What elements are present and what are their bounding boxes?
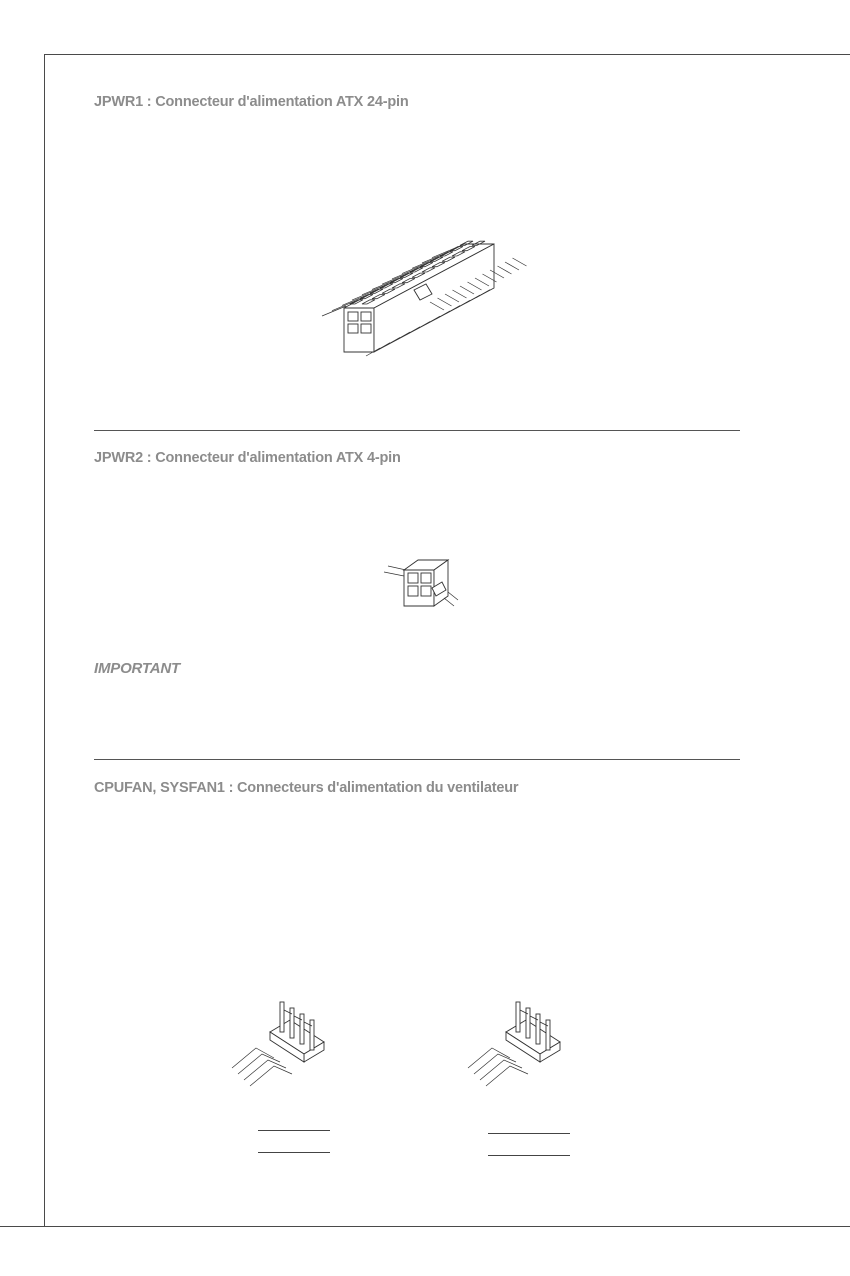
fan-connector-icon bbox=[462, 996, 574, 1092]
jpwr1-heading: JPWR1 : Connecteur d'alimentation ATX 24-pin bbox=[94, 94, 409, 110]
fan2-label-rule bbox=[488, 1155, 570, 1156]
important-label: IMPORTANT bbox=[94, 660, 180, 677]
page-frame-top bbox=[44, 54, 850, 55]
fan2-label-rule bbox=[488, 1133, 570, 1134]
fan-heading: CPUFAN, SYSFAN1 : Connecteurs d'alimentation du ventilateur bbox=[94, 780, 519, 796]
fan1-label-rule bbox=[258, 1130, 330, 1131]
atx-4pin-connector-icon bbox=[382, 556, 462, 612]
section-divider bbox=[94, 759, 740, 760]
jpwr2-heading: JPWR2 : Connecteur d'alimentation ATX 4-pin bbox=[94, 450, 401, 466]
fan1-label-rule bbox=[258, 1152, 330, 1153]
page-frame-left bbox=[44, 54, 45, 1227]
section-divider bbox=[94, 430, 740, 431]
atx-24pin-connector-icon bbox=[310, 232, 530, 360]
page-frame-bottom bbox=[0, 1226, 850, 1227]
fan-connector-icon bbox=[226, 996, 338, 1092]
